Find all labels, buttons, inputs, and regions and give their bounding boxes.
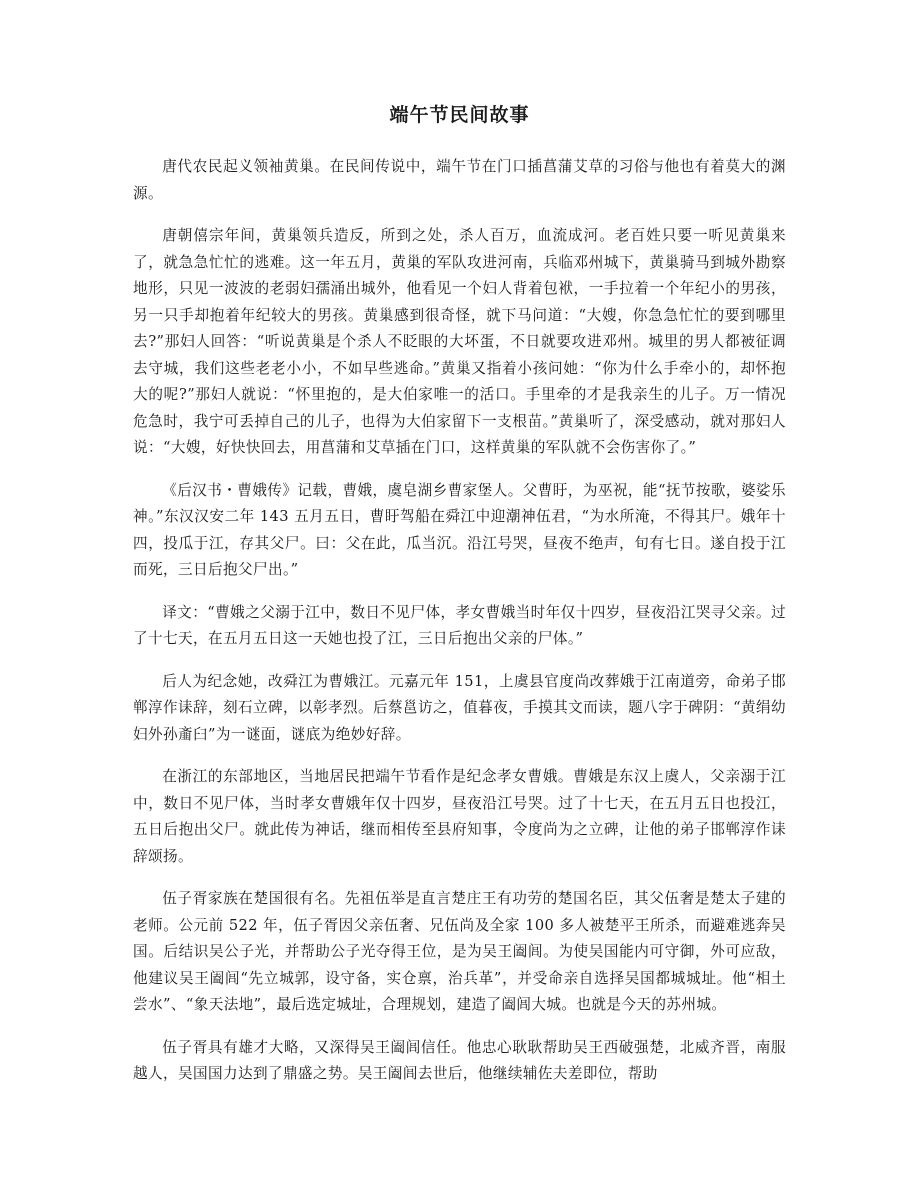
paragraph: 在浙江的东部地区，当地居民把端午节看作是纪念孝女曹娥。曹娥是东汉上虞人，父亲溺于江中，数日不见尸体，当时孝女曹娥年仅十四岁，昼夜沿江号哭。过了十七天，在五月五日也投江，五日后抱出父尸。就此传为神话，继而相传至县府知事，令度尚为之立碑，让他的弟子邯郸淳作诔辞颂扬。 (133, 768, 786, 865)
paragraph: 伍子胥具有雄才大略，又深得吴王阖闾信任。他忠心耿耿帮助吴王西破强楚，北威齐晋，南服越人，吴国国力达到了鼎盛之势。吴王阖闾去世后，他继续辅佐夫差即位，帮助 (133, 1038, 786, 1082)
paragraph: 唐代农民起义领袖黄巢。在民间传说中，端午节在门口插菖蒲艾草的习俗与他也有着莫大的渊源。 (133, 158, 786, 202)
paragraph: 《后汉书・曹娥传》记载，曹娥，虞皂湖乡曹家堡人。父曹盱，为巫祝，能“抚节按歌，婆娑乐神。”东汉汉安二年 143 五月五日，曹盱驾船在舜江中迎潮神伍君，“为水所淹，不得其尸。娥年十四，投瓜于江，存其父尸。曰：父在此，瓜当沉。沿江号哭，昼夜不绝声，旬有七日。遂自投于江而死，三日后抱父尸出。” (133, 481, 786, 578)
paragraph: 唐朝僖宗年间，黄巢领兵造反，所到之处，杀人百万，血流成河。老百姓只要一听见黄巢来了，就急急忙忙的逃难。这一年五月，黄巢的军队攻进河南，兵临邓州城下，黄巢骑马到城外勘察地形，只见一波波的老弱妇孺涌出城外，他看见一个妇人背着包袱，一手拉着一个年纪小的男孩，另一只手却抱着年纪较大的男孩。黄巢感到很奇怪，就下马问道：“大嫂，你急急忙忙的要到哪里去?”那妇人回答：“听说黄巢是个杀人不眨眼的大坏蛋，不日就要攻进邓州。城里的男人都被征调去守城，我们这些老老小小，不如早些逃命。”黄巢又指着小孩问她：“你为什么手牵小的，却怀抱大的呢?”那妇人就说：“怀里抱的，是大伯家唯一的活口。手里牵的才是我亲生的儿子。万一情况危急时，我宁可丢掉自己的儿子，也得为大伯家留下一支根苗。”黄巢听了，深受感动，就对那妇人说：“大嫂，好快快回去，用菖蒲和艾草插在门口，这样黄巢的军队就不会伤害你了。” (133, 227, 786, 456)
paragraph: 后人为纪念她，改舜江为曹娥江。元嘉元年 151，上虞县官度尚改葬娥于江南道旁，命弟子邯郸淳作诔辞，刻石立碑，以彰孝烈。后蔡邕访之，值暮夜，手摸其文而读，题八字于碑阴：“黄绢幼妇外孙齑臼”为一谜面，谜底为绝妙好辞。 (133, 672, 786, 743)
document-title: 端午节民间故事 (389, 104, 530, 126)
paragraph: 译文：“曹娥之父溺于江中，数日不见尸体，孝女曹娥当时年仅十四岁，昼夜沿江哭寻父亲。过了十七天，在五月五日这一天她也投了江，三日后抱出父亲的尸体。” (133, 603, 786, 647)
paragraph: 伍子胥家族在楚国很有名。先祖伍举是直言楚庄王有功劳的楚国名臣，其父伍奢是楚太子建的老师。公元前 522 年，伍子胥因父亲伍奢、兄伍尚及全家 100 多人被楚平王所杀，而避难逃奔吴国。后结识吴公子光，并帮助公子光夺得王位，是为吴王阖闾。为使吴国能内可守御，外可应敌，他建议吴王阖闾“先立城郭，设守备，实仓禀，治兵革”，并受命亲自选择吴国都城城址。他“相土尝水”、“象天法地”，最后选定城址，合理规划，建造了阖闾大城。也就是今天的苏州城。 (133, 890, 786, 1013)
document-page (133, 102, 786, 1104)
